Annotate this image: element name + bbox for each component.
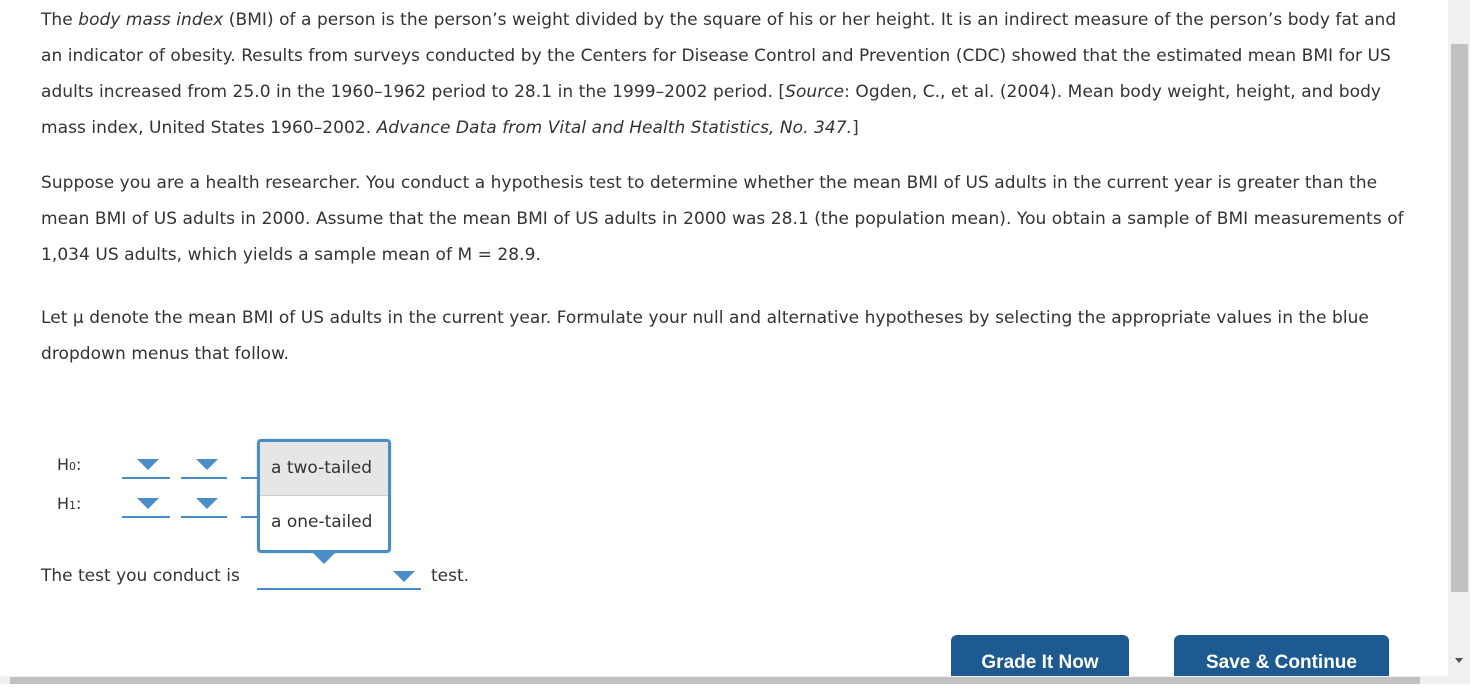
h0-colon: : — [76, 455, 82, 474]
h1-parameter-dropdown[interactable] — [122, 498, 170, 518]
scroll-down-arrow-icon[interactable] — [1455, 658, 1463, 663]
chevron-down-icon — [393, 571, 415, 582]
option-two-tailed[interactable]: a two-tailed — [260, 442, 388, 496]
test-type-options-popup — [257, 439, 391, 553]
vertical-scrollbar-thumb[interactable] — [1451, 44, 1468, 592]
h1-label — [57, 494, 81, 513]
grade-it-now-button[interactable]: Grade It Now — [951, 635, 1129, 679]
h0-label — [57, 455, 81, 474]
intro-text-3: : Ogden, C., et al. (2004). Mean body weight, height, and body mass index, United States 1960–2002. — [41, 82, 1382, 138]
intro-source-label: Source — [785, 82, 845, 102]
chevron-down-icon — [196, 459, 218, 470]
intro-term-bmi: body mass index — [78, 10, 224, 30]
popup-pointer-icon — [313, 553, 335, 564]
intro-journal: Advance Data from Vital and Health Statistics, No. 347. — [376, 118, 853, 138]
vertical-scrollbar[interactable] — [1448, 0, 1470, 684]
option-one-tailed[interactable]: a one-tailed — [271, 512, 373, 532]
test-type-dropdown[interactable] — [257, 570, 421, 590]
h1-operator-dropdown[interactable] — [181, 498, 227, 518]
horizontal-scrollbar[interactable] — [0, 676, 1448, 684]
intro-paragraph — [41, 2, 1421, 146]
h1-subscript: 1 — [69, 499, 77, 512]
chevron-down-icon — [196, 498, 218, 509]
intro-text-2: (BMI) of a person is the person’s weight divided by the square of his or her height. It is an indirect measure of the person’s body fat and an indicator of obesity. Results from surveys conducted by the Centers for Disease Control and Prevention (CDC) showed that the estimated mean BMI for US adults increased from 25.0 in the 1960–1962 period to 28.1 in the 1999–2002 period. [ — [41, 10, 1397, 102]
chevron-down-icon — [137, 498, 159, 509]
h1-colon: : — [76, 494, 82, 513]
h0-subscript: 0 — [69, 460, 77, 473]
scenario-paragraph: Suppose you are a health researcher. You conduct a hypothesis test to determine whether the mean BMI of US adults in the current year is greater than the mean BMI of US adults in 2000. Assume that the mean BMI of US adults in 2000 was 28.1 (the population mean). You obtain a sample of BMI measurements of 1,034 US adults, which yields a sample mean of M = 28.9. — [41, 173, 1404, 265]
horizontal-scrollbar-thumb[interactable] — [10, 677, 1420, 684]
save-and-continue-button[interactable]: Save & Continue — [1174, 635, 1389, 679]
intro-text-1: The — [41, 10, 79, 30]
h0-parameter-dropdown[interactable] — [122, 459, 170, 479]
test-sentence-suffix: test. — [431, 566, 470, 586]
h0-letter: H — [57, 455, 70, 474]
test-sentence-prefix: The test you conduct is — [41, 566, 240, 586]
h1-letter: H — [57, 494, 70, 513]
chevron-down-icon — [137, 459, 159, 470]
instruction-paragraph: Let μ denote the mean BMI of US adults in the current year. Formulate your null and alternative hypotheses by selecting the appropriate values in the blue dropdown menus that follow. — [41, 308, 1369, 364]
h0-operator-dropdown[interactable] — [181, 459, 227, 479]
intro-text-4: ] — [852, 118, 859, 138]
